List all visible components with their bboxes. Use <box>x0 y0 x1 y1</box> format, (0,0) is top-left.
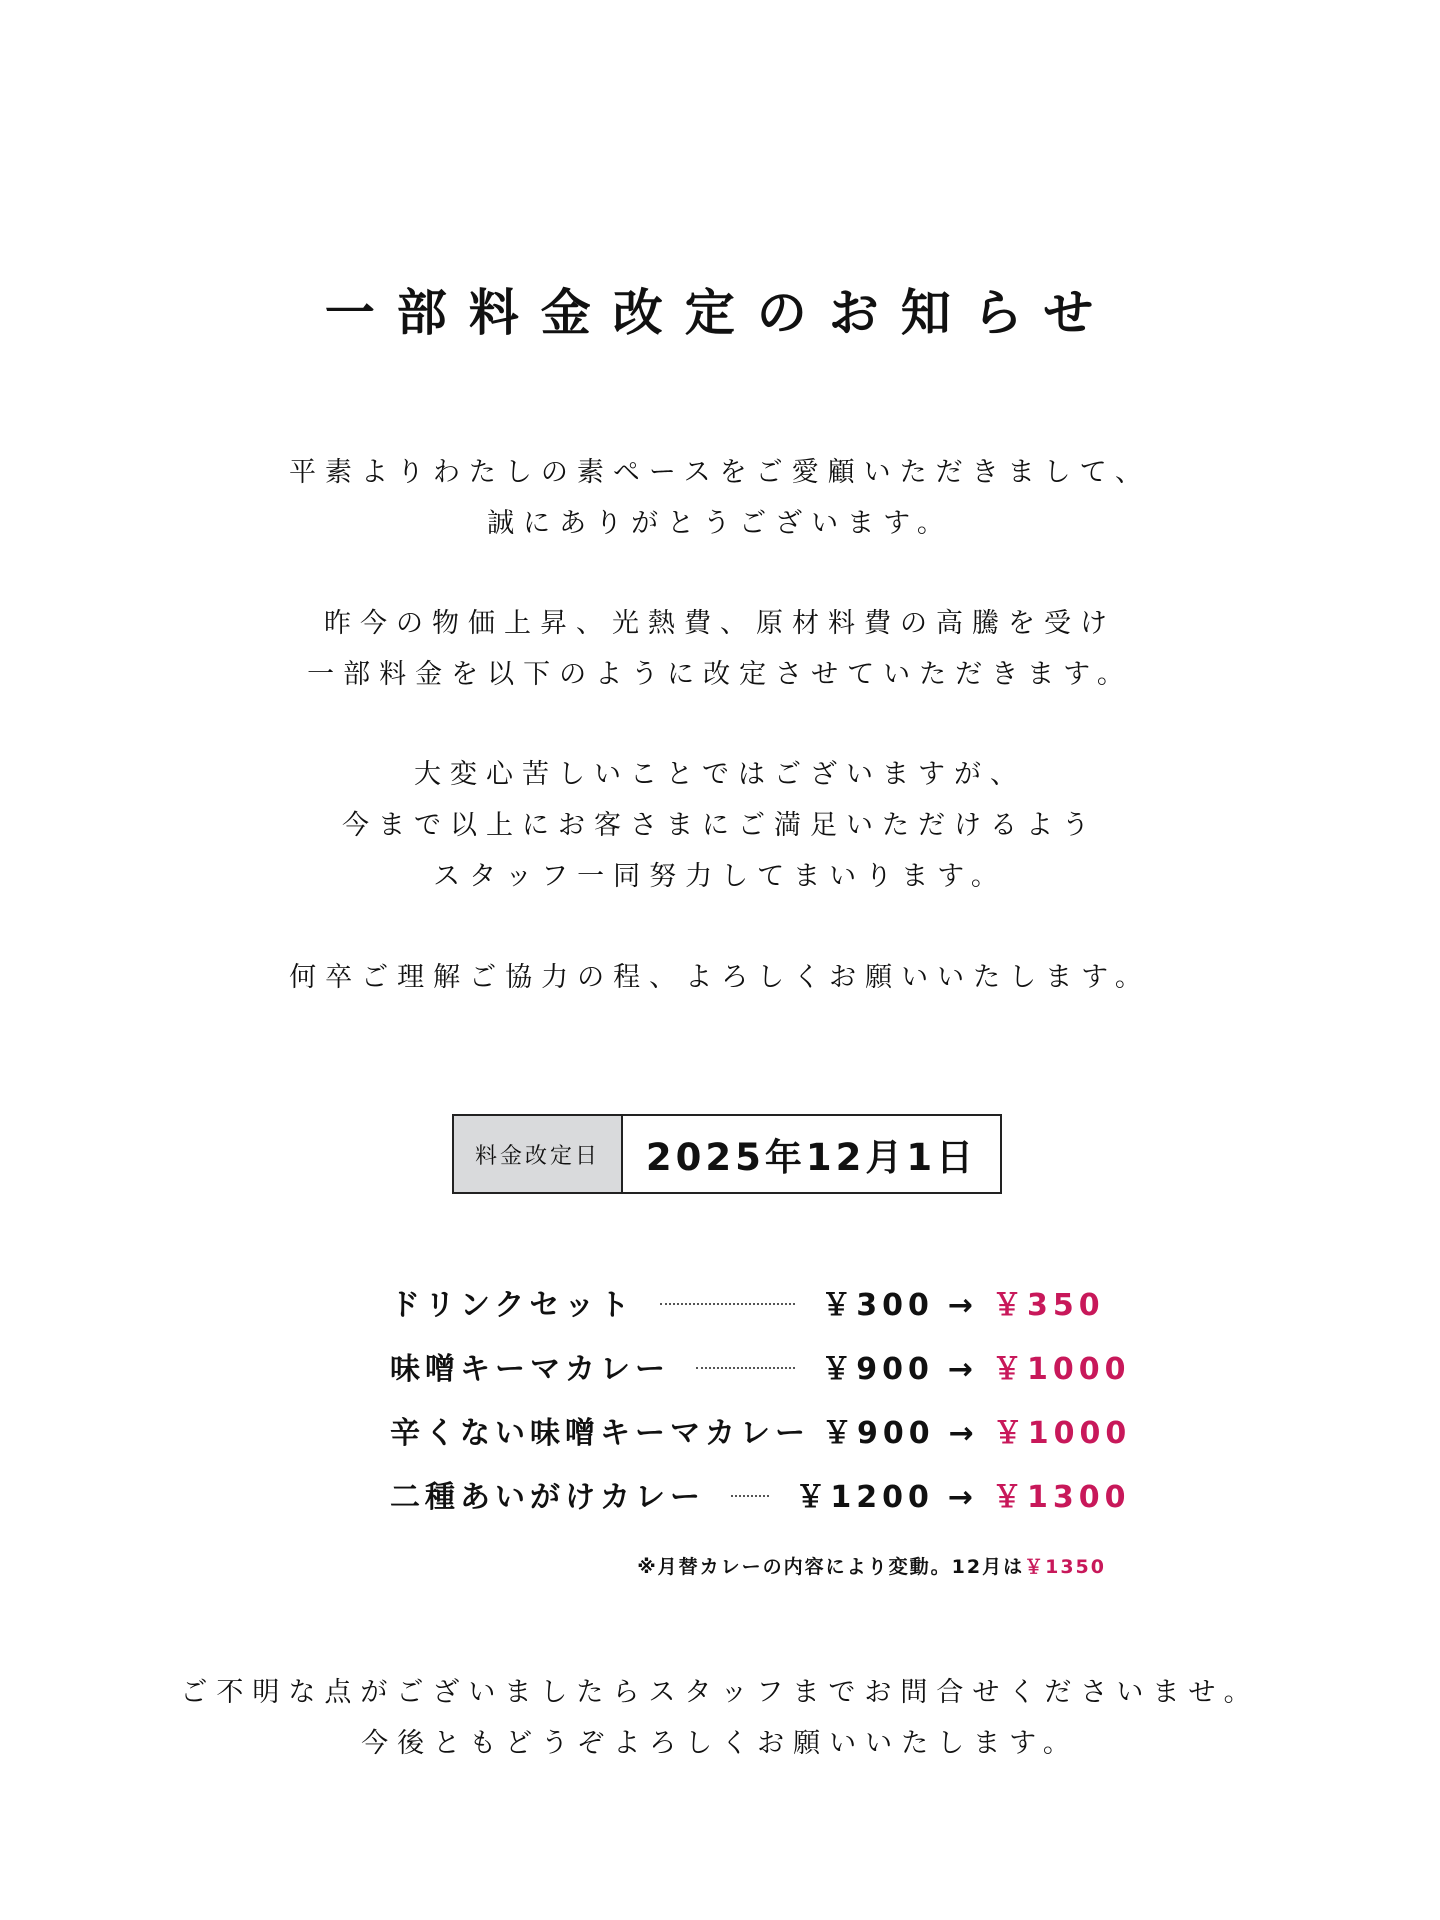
intro-line: 誠にありがとうございます。 <box>487 508 953 539</box>
reason-line: 昨今の物価上昇、光熱費、原材料費の高騰を受け <box>324 608 1116 639</box>
price-note <box>390 1552 1106 1579</box>
leader-dots <box>731 1495 769 1497</box>
arrow-icon: → <box>947 1352 978 1387</box>
price-change <box>821 1280 1120 1324</box>
note-accent-price: ￥1350 <box>1024 1556 1106 1578</box>
request-line: 何卒ご理解ご協力の程、よろしくお願いいたします。 <box>289 962 1151 993</box>
price-row <box>390 1398 1132 1462</box>
leader-dots <box>696 1367 795 1369</box>
arrow-icon: → <box>947 1480 978 1515</box>
closing-line: 今後ともどうぞよろしくお願いいたします。 <box>361 1728 1079 1759</box>
price-change <box>821 1344 1131 1388</box>
old-price: ￥1200 <box>795 1480 934 1515</box>
new-price: ￥1000 <box>992 1352 1131 1387</box>
note-text: ※月替カレーの内容により変動。12月は <box>637 1556 1025 1578</box>
revision-date-box <box>452 1114 1002 1194</box>
price-list <box>390 1270 1132 1526</box>
arrow-icon: → <box>947 1288 978 1323</box>
revision-date-value: 2025年12月1日 <box>645 1136 978 1179</box>
request-paragraph <box>0 952 1440 1003</box>
new-price: ￥1300 <box>992 1480 1131 1515</box>
apology-line: スタッフ一同努力してまいります。 <box>433 861 1007 892</box>
item-name: 味噌キーマカレー <box>390 1352 670 1387</box>
intro-paragraph <box>0 447 1440 549</box>
price-row <box>390 1462 1131 1526</box>
price-row <box>390 1270 1120 1334</box>
item-name: 二種あいがけカレー <box>390 1480 705 1515</box>
price-row <box>390 1334 1131 1398</box>
revision-date-label: 料金改定日 <box>454 1116 623 1192</box>
page-title: 一部料金改定のお知らせ <box>324 284 1116 342</box>
apology-line: 大変心苦しいことではございますが、 <box>414 759 1026 790</box>
leader-dots <box>660 1303 795 1305</box>
item-name: ドリンクセット <box>390 1288 635 1323</box>
price-change <box>822 1408 1132 1452</box>
intro-line: 平素よりわたしの素ペースをご愛顧いただきまして、 <box>288 457 1152 488</box>
new-price: ￥1000 <box>992 1416 1132 1451</box>
apology-line: 今まで以上にお客さまにご満足いただけるよう <box>342 810 1098 841</box>
old-price: ￥900 <box>821 1352 934 1387</box>
price-change <box>795 1472 1131 1516</box>
item-name: 辛くない味噌キーマカレー <box>390 1416 810 1451</box>
reason-paragraph <box>0 598 1440 700</box>
old-price: ￥900 <box>822 1416 935 1451</box>
old-price: ￥300 <box>821 1288 934 1323</box>
new-price: ￥350 <box>992 1288 1105 1323</box>
closing-line: ご不明な点がございましたらスタッフまでお問合せくださいませ。 <box>180 1677 1260 1708</box>
arrow-icon: → <box>948 1416 979 1451</box>
closing-paragraph <box>0 1667 1440 1769</box>
apology-paragraph <box>0 749 1440 902</box>
reason-line: 一部料金を以下のように改定させていただきます。 <box>307 659 1133 690</box>
